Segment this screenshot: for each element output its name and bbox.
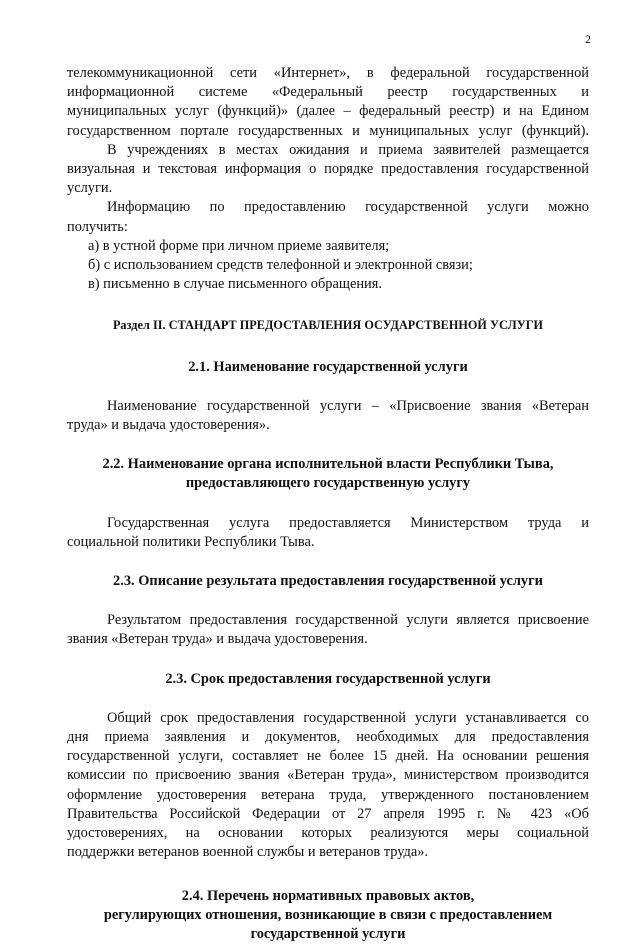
page-number: 2: [585, 32, 591, 47]
text-line: услуги.: [67, 179, 589, 198]
text-line: звания «Ветеран труда» и выдача удостоверения.: [67, 630, 589, 649]
text-line: поддержки ветеранов военной службы и ветеранов труда».: [67, 843, 589, 862]
heading-2-4: [67, 887, 589, 944]
heading-2-3-term: 2.3. Срок предоставления государственной услуги: [67, 670, 589, 689]
text-line: Правительства Российской Федерации от 27 апреля 1995 г. № 423 «Об: [67, 805, 589, 824]
list-item: в) письменно в случае письменного обращения.: [67, 275, 589, 294]
intro-paragraph-2: [67, 141, 589, 199]
intro-paragraph-1: [67, 64, 589, 141]
heading-line: предоставляющего государственную услугу: [67, 474, 589, 493]
intro-paragraph-3: [67, 198, 589, 236]
paragraph-2-3-result: [67, 611, 589, 649]
list-item: б) с использованием средств телефонной и электронной связи;: [67, 256, 589, 275]
text-line: дня приема заявления и документов, необходимых для предоставления: [67, 728, 589, 747]
heading-2-3-result: 2.3. Описание результата предоставления государственной услуги: [67, 572, 589, 591]
contact-methods-list: [67, 237, 589, 295]
heading-line: регулирующих отношения, возникающие в связи с предоставлением: [67, 906, 589, 925]
text-line: социальной политики Республики Тыва.: [67, 533, 589, 552]
paragraph-2-1: [67, 397, 589, 435]
heading-2-2: [67, 455, 589, 493]
text-line: В учреждениях в местах ожидания и приема заявителей размещается: [67, 141, 589, 160]
page-content: [67, 64, 589, 944]
text-line: получить:: [67, 218, 589, 237]
text-line: информационной системе «Федеральный реестр государственных и: [67, 83, 589, 102]
paragraph-2-3-term: [67, 709, 589, 863]
section-title: Раздел II. СТАНДАРТ ПРЕДОСТАВЛЕНИЯ ОСУДАРСТВЕННОЙ УСЛУГИ: [67, 316, 589, 335]
heading-line: 2.2. Наименование органа исполнительной власти Республики Тыва,: [67, 455, 589, 474]
text-line: Государственная услуга предоставляется Министерством труда и: [67, 514, 589, 533]
text-line: визуальная и текстовая информация о порядке предоставления государственной: [67, 160, 589, 179]
text-line: Наименование государственной услуги – «Присвоение звания «Ветеран: [67, 397, 589, 416]
text-line: Общий срок предоставления государственной услуги устанавливается со: [67, 709, 589, 728]
heading-2-1: 2.1. Наименование государственной услуги: [67, 358, 589, 377]
text-line: государственной услуги, составляет не более 15 дней. На основании решения: [67, 747, 589, 766]
text-line: муниципальных услуг (функций)» (далее – федеральный реестр) и на Едином: [67, 102, 589, 121]
text-line: труда» и выдача удостоверения».: [67, 416, 589, 435]
text-line: государственном портале государственных и муниципальных услуг (функций).: [67, 122, 589, 141]
text-line: удостоверениях, на основании которых реализуются меры социальной: [67, 824, 589, 843]
paragraph-2-2: [67, 514, 589, 552]
heading-line: 2.4. Перечень нормативных правовых актов,: [67, 887, 589, 906]
heading-line: государственной услуги: [67, 925, 589, 944]
text-line: телекоммуникационной сети «Интернет», в федеральной государственной: [67, 64, 589, 83]
list-item: а) в устной форме при личном приеме заявителя;: [67, 237, 589, 256]
text-line: Результатом предоставления государственной услуги является присвоение: [67, 611, 589, 630]
text-line: комиссии по присвоению звания «Ветеран труда», министерством производится: [67, 766, 589, 785]
text-line: оформление удостоверения ветерана труда, утвержденного постановлением: [67, 786, 589, 805]
text-line: Информацию по предоставлению государственной услуги можно: [67, 198, 589, 217]
